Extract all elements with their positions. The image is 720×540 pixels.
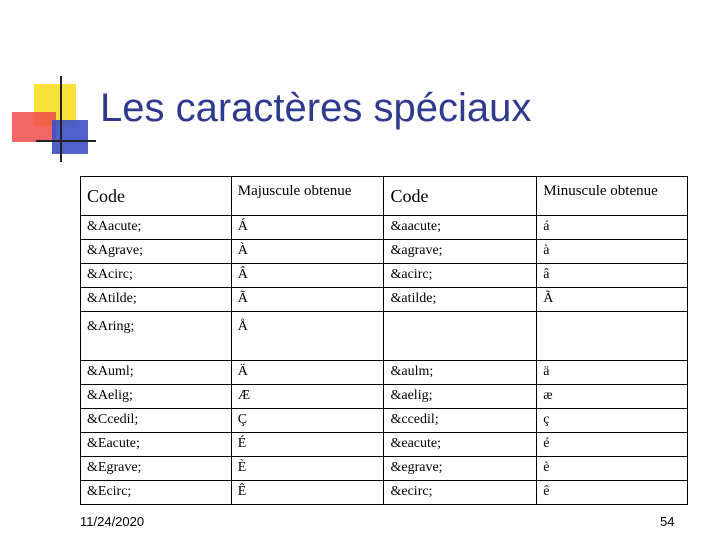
code-lower: &aulm; <box>384 361 537 385</box>
header-code-lower: Code <box>384 177 537 216</box>
code-upper: &Ecirc; <box>81 481 232 505</box>
code-lower: &egrave; <box>384 457 537 481</box>
table-row <box>81 409 688 433</box>
decor-vertical-line <box>60 76 62 162</box>
table-row <box>81 361 688 385</box>
decor-blue-square <box>52 120 88 154</box>
table-row <box>81 385 688 409</box>
table-row <box>81 457 688 481</box>
code-lower: &agrave; <box>384 240 537 264</box>
table-row <box>81 481 688 505</box>
code-upper: &Auml; <box>81 361 232 385</box>
code-upper: &Acirc; <box>81 264 232 288</box>
table-row <box>81 433 688 457</box>
char-upper: Ã <box>231 288 384 312</box>
code-lower: &atilde; <box>384 288 537 312</box>
char-upper: Ê <box>231 481 384 505</box>
special-characters-table <box>80 176 688 505</box>
code-upper: &Aelig; <box>81 385 232 409</box>
page-number: 54 <box>660 514 675 529</box>
code-lower: &acirc; <box>384 264 537 288</box>
char-upper: Ç <box>231 409 384 433</box>
slide-title: Les caractères spéciaux <box>100 86 532 130</box>
decor-horizontal-line <box>36 140 96 142</box>
char-upper: Ä <box>231 361 384 385</box>
char-lower: Ã <box>537 288 688 312</box>
char-lower: è <box>537 457 688 481</box>
code-upper: &Aring; <box>81 312 232 361</box>
code-upper: &Agrave; <box>81 240 232 264</box>
char-upper: É <box>231 433 384 457</box>
char-lower: æ <box>537 385 688 409</box>
char-upper: À <box>231 240 384 264</box>
decor-red-square <box>12 112 56 142</box>
char-upper: Æ <box>231 385 384 409</box>
char-lower: ä <box>537 361 688 385</box>
char-upper: Á <box>231 216 384 240</box>
char-upper: Â <box>231 264 384 288</box>
char-lower: à <box>537 240 688 264</box>
code-upper: &Ccedil; <box>81 409 232 433</box>
code-upper: &Atilde; <box>81 288 232 312</box>
char-lower: â <box>537 264 688 288</box>
code-lower <box>384 312 537 361</box>
code-lower: &aacute; <box>384 216 537 240</box>
code-upper: &Aacute; <box>81 216 232 240</box>
char-lower: á <box>537 216 688 240</box>
table-row <box>81 312 688 361</box>
table-row <box>81 264 688 288</box>
table-row <box>81 288 688 312</box>
char-lower: ê <box>537 481 688 505</box>
code-lower: &ccedil; <box>384 409 537 433</box>
table-header-row <box>81 177 688 216</box>
char-lower: ç <box>537 409 688 433</box>
header-uppercase-result: Majuscule obtenue <box>231 177 384 216</box>
code-lower: &eacute; <box>384 433 537 457</box>
code-lower: &aelig; <box>384 385 537 409</box>
slide-date: 11/24/2020 <box>80 514 145 529</box>
code-upper: &Egrave; <box>81 457 232 481</box>
header-lowercase-result: Minuscule obtenue <box>537 177 688 216</box>
table-row <box>81 216 688 240</box>
code-upper: &Eacute; <box>81 433 232 457</box>
header-code-upper: Code <box>81 177 232 216</box>
char-lower <box>537 312 688 361</box>
table-row <box>81 240 688 264</box>
code-lower: &ecirc; <box>384 481 537 505</box>
char-upper: Å <box>231 312 384 361</box>
char-lower: é <box>537 433 688 457</box>
char-upper: È <box>231 457 384 481</box>
